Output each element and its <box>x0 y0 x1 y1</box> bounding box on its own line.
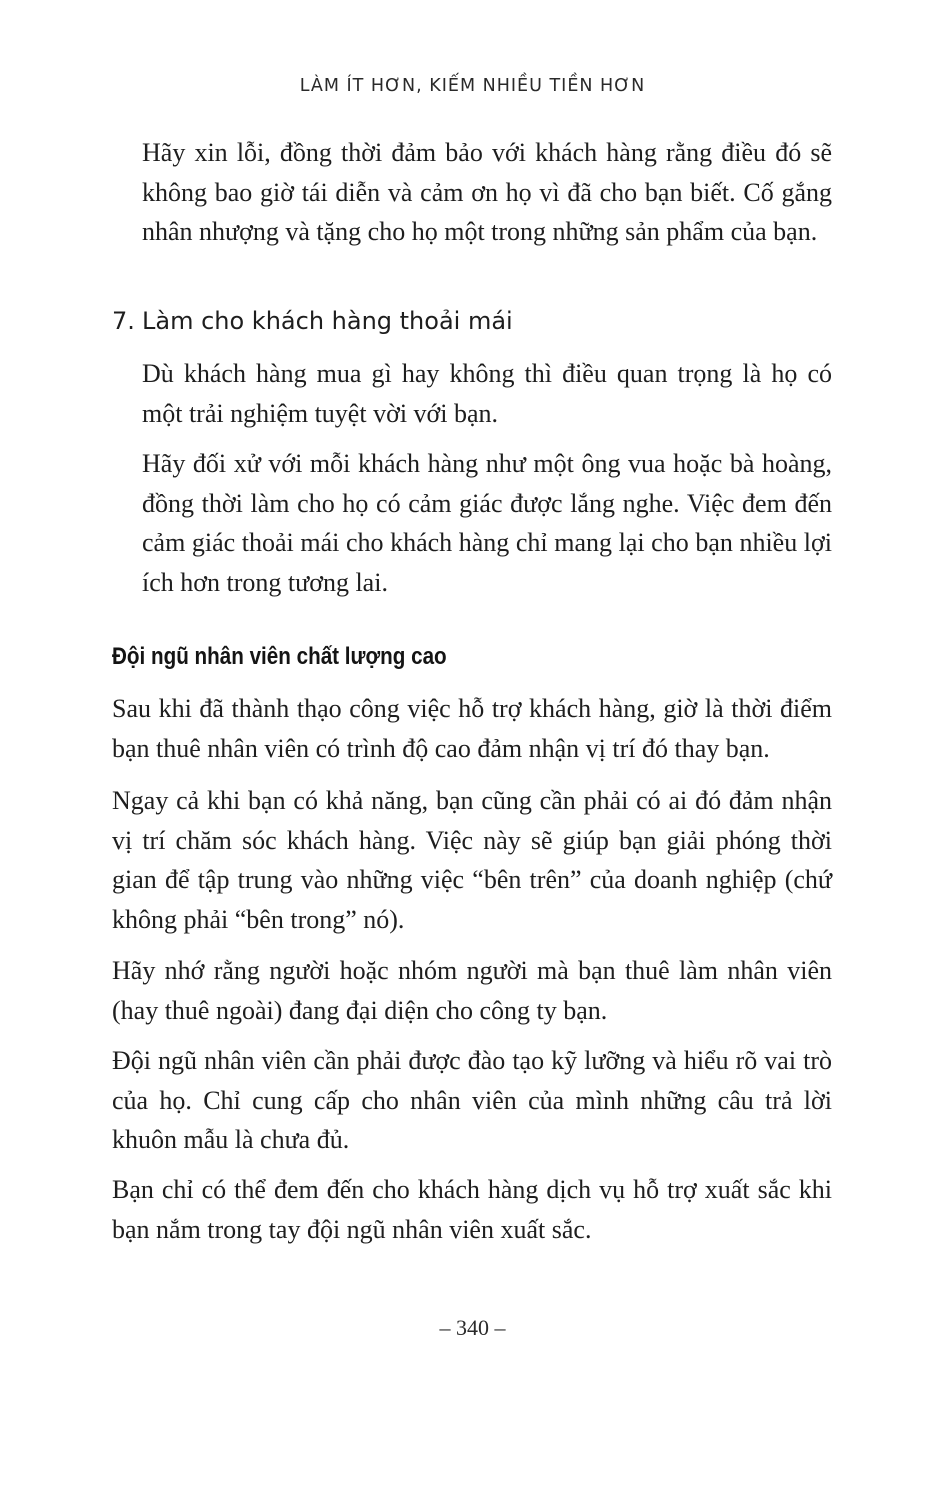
list-item-heading <box>112 305 513 337</box>
item-paragraph-1: Dù khách hàng mua gì hay không thì điều quan trọng là họ có một trải nghiệm tuyệt vời với bạn. <box>142 359 832 428</box>
section-paragraph-4: Đội ngũ nhân viên cần phải được đào tạo kỹ lưỡng và hiểu rõ vai trò của họ. Chỉ cung cấp cho nhân viên của mình những câu trả lời khuôn mẫu là chưa đủ. <box>112 1046 832 1154</box>
section-heading: Đội ngũ nhân viên chất lượng cao <box>112 643 447 670</box>
section-paragraph-5: Bạn chỉ có thể đem đến cho khách hàng dịch vụ hỗ trợ xuất sắc khi bạn nắm trong tay đội ngũ nhân viên xuất sắc. <box>112 1175 832 1244</box>
intro-paragraph: Hãy xin lỗi, đồng thời đảm bảo với khách hàng rằng điều đó sẽ không bao giờ tái diễn và cảm ơn họ vì đã cho bạn biết. Cố gắng nhân nhượng và tặng cho họ một trong những sản phẩm của bạn. <box>142 138 832 246</box>
section-paragraph-2: Ngay cả khi bạn có khả năng, bạn cũng cần phải có ai đó đảm nhận vị trí chăm sóc khách hàng. Việc này sẽ giúp bạn giải phóng thời gian để tập trung vào những việc “bên trên” của doanh nghiệp (chứ không phải “bên trong” nó). <box>112 786 832 934</box>
running-header: LÀM ÍT HƠN, KIẾM NHIỀU TIỀN HƠN <box>299 76 646 96</box>
page-number: – 340 – <box>439 1315 506 1340</box>
section-paragraph-1: Sau khi đã thành thạo công việc hỗ trợ khách hàng, giờ là thời điểm bạn thuê nhân viên có trình độ cao đảm nhận vị trí đó thay bạn. <box>112 694 832 763</box>
item-paragraph-2: Hãy đối xử với mỗi khách hàng như một ông vua hoặc bà hoàng, đồng thời làm cho họ có cảm giác được lắng nghe. Việc đem đến cảm giác thoải mái cho khách hàng chỉ mang lại cho bạn nhiều lợi ích hơn trong tương lai. <box>142 449 832 597</box>
list-item-title: Làm cho khách hàng thoải mái <box>142 307 513 335</box>
section-paragraph-3: Hãy nhớ rằng người hoặc nhóm người mà bạn thuê làm nhân viên (hay thuê ngoài) đang đại diện cho công ty bạn. <box>112 956 832 1025</box>
list-item-number: 7. <box>112 307 135 335</box>
